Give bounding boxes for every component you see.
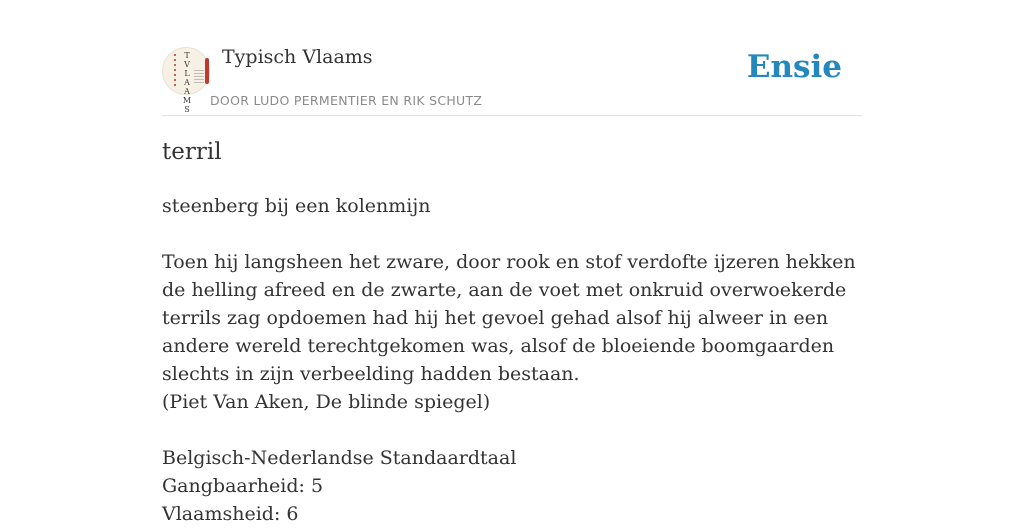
cover-decoration <box>174 54 176 88</box>
header <box>162 40 862 116</box>
ensie-logo-link[interactable]: Ensie <box>746 49 842 85</box>
entry-example-quote: Toen hij langsheen het zware, door rook en stof verdofte ijzeren hekken de helling afreed en de zwarte, aan de voet met onkruid overwoekerde terrils zag opdoemen had hij het gevoel gehad alsof hij alweer in een andere wereld terechtgekomen was, alsof de bloeiende boomgaarden slechts in zijn verbeelding hadden bestaan. <box>162 251 856 385</box>
entry-term: terril <box>162 139 222 165</box>
book-cover-avatar[interactable] <box>162 47 210 114</box>
entry-language-variant: Belgisch-Nederlandse Standaardtaal <box>162 447 517 469</box>
entry-gangbaarheid: Gangbaarheid: 5 <box>162 475 324 497</box>
spacer <box>162 220 882 248</box>
cover-text-lines <box>194 70 204 84</box>
cover-lettering: T V L A A M S <box>182 51 192 114</box>
spacer <box>162 416 882 444</box>
book-title[interactable]: Typisch Vlaams <box>222 46 373 68</box>
entry-body <box>162 192 882 528</box>
byline: DOOR LUDO PERMENTIER EN RIK SCHUTZ <box>210 93 483 108</box>
entry-vlaamsheid: Vlaamsheid: 6 <box>162 503 299 525</box>
entry-definition: steenberg bij een kolenmijn <box>162 195 431 217</box>
cover-edge <box>205 58 209 84</box>
entry-example-source: (Piet Van Aken, De blinde spiegel) <box>162 391 491 413</box>
